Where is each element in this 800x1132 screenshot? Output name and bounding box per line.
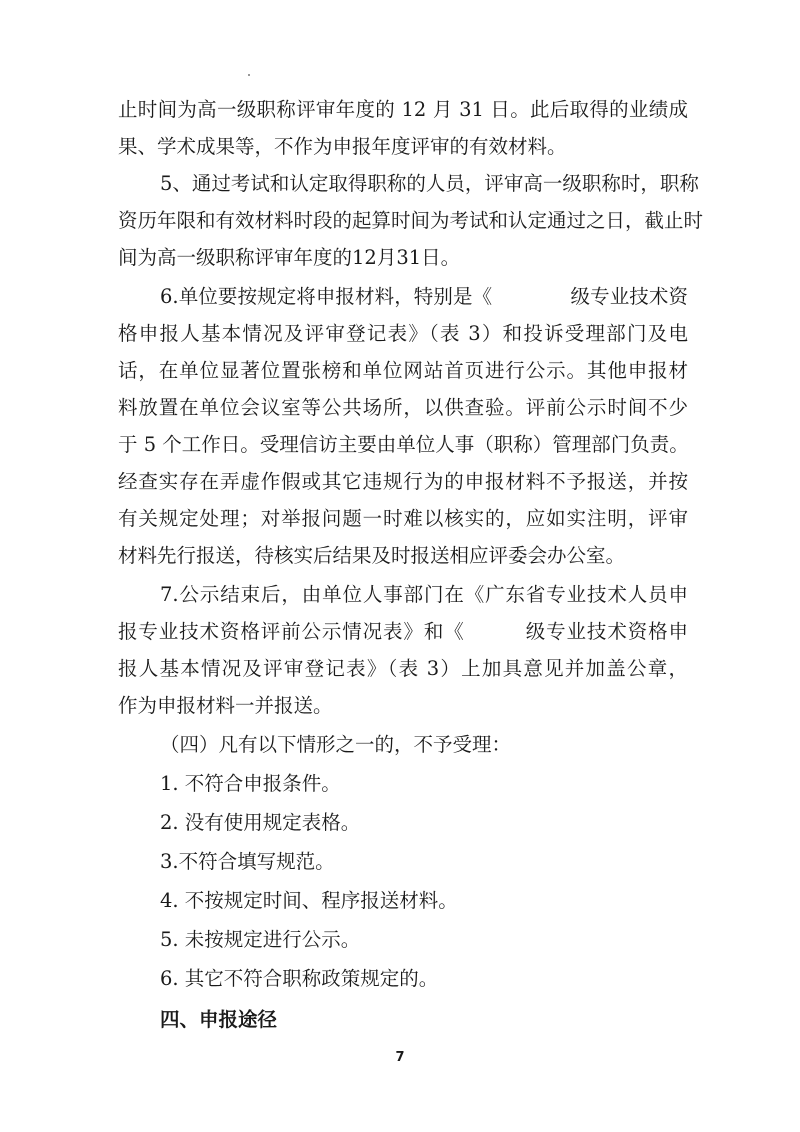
paragraph-line: 料放置在单位会议室等公共场所，以供查验。评前公示时间不少 [118, 396, 688, 419]
paragraph-line: 报人基本情况及评审登记表》（表 3）上加具意见并加盖公章， [118, 657, 688, 680]
paragraph-line: 于 5 个工作日。受理信访主要由单位人事（职称）管理部门负责。 [118, 433, 689, 456]
paragraph-line: 报专业技术资格评前公示情况表》和《 级专业技术资格申 [118, 620, 688, 643]
paragraph-line: 格申报人基本情况及评审登记表》（表 3）和投诉受理部门及电 [118, 322, 688, 345]
list-item: 5. 未按规定进行公示。 [160, 928, 361, 951]
page-number: 7 [395, 1050, 405, 1065]
list-item: 1. 不符合申报条件。 [160, 772, 341, 795]
paragraph-line: 作为申报材料一并报送。 [118, 694, 333, 717]
paragraph-line: 止时间为高一级职称评审年度的 12 月 31 日。此后取得的业绩成 [118, 98, 688, 121]
list-item: 2. 没有使用规定表格。 [160, 811, 361, 834]
list-item: 6. 其它不符合职称政策规定的。 [160, 967, 439, 990]
scan-speck [248, 74, 250, 76]
paragraph-line: 经查实存在弄虚作假或其它违规行为的申报材料不予报送，并按 [118, 470, 688, 493]
paragraph-line: 6.单位要按规定将申报材料，特别是《 级专业技术资 [160, 285, 688, 308]
list-item: 4. 不按规定时间、程序报送材料。 [160, 889, 458, 912]
paragraph-line: 果、学术成果等，不作为申报年度评审的有效材料。 [118, 135, 567, 158]
list-item: 3.不符合填写规范。 [160, 850, 335, 873]
paragraph-line: 7.公示结束后，由单位人事部门在《广东省专业技术人员申 [160, 583, 688, 606]
paragraph-line: 话，在单位显著位置张榜和单位网站首页进行公示。其他申报材 [118, 359, 688, 382]
paragraph-line: 有关规定处理；对举报问题一时难以核实的，应如实注明，评审 [118, 507, 688, 530]
paragraph-line: 5、通过考试和认定取得职称的人员，评审高一级职称时，职称 [160, 172, 699, 195]
paragraph-line: 材料先行报送，待核实后结果及时报送相应评委会办公室。 [118, 544, 626, 567]
section-heading: 四、申报途径 [160, 1008, 278, 1031]
paragraph-line: 间为高一级职称评审年度的12月31日。 [118, 246, 461, 269]
subsection-heading: （四）凡有以下情形之一的，不予受理： [160, 733, 512, 756]
paragraph-line: 资历年限和有效材料时段的起算时间为考试和认定通过之日，截止时 [118, 209, 704, 232]
